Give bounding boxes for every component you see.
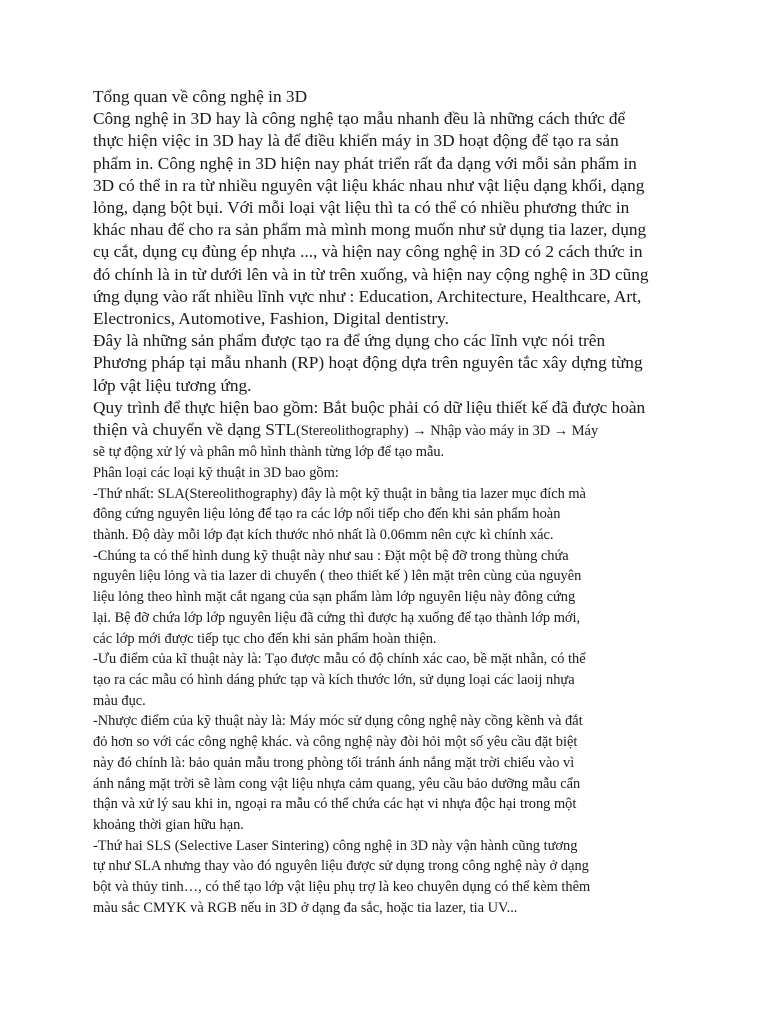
paragraph-line: màu đục. xyxy=(93,692,146,709)
stl-block xyxy=(93,419,683,442)
paragraph-line: ánh nắng mặt trời sẽ làm cong vật liệu nhựa cảm quang, yêu cầu bảo dưỡng mẫu cẩn xyxy=(93,775,581,792)
paragraph-line: -Thứ nhất: SLA(Stereolithography) đây là một kỹ thuật in bằng tia lazer mục đích mà xyxy=(93,485,586,502)
paragraph-line: khoảng thời gian hữu hạn. xyxy=(93,816,244,833)
paragraph-line: đông cứng nguyên liệu lỏng để tạo ra các lớp nối tiếp cho đến khi sản phẩm hoàn xyxy=(93,506,561,523)
paragraph-line: đỏ hơn so với các công nghệ khác. và công nghệ này đòi hỏi một số yêu cầu đặt biệt xyxy=(93,734,578,751)
paragraph-line: lại. Bệ đỡ chứa lớp lớp nguyên liệu đã cứng thì được hạ xuống để tạo thành lớp mới, xyxy=(93,609,581,626)
document-page xyxy=(93,86,683,918)
paragraph-line: cụ cắt, dụng cụ đùng ép nhựa ..., và hiện nay công nghệ in 3D có 2 cách thức in xyxy=(93,242,643,262)
paragraph-line: Quy trình để thực hiện bao gồm: Bắt buộc phải có dữ liệu thiết kế đã được hoàn xyxy=(93,397,646,417)
paragraph-line: liệu lỏng theo hình mặt cắt ngang của sạn phẩm làm lớp nguyên liệu này đông cứng xyxy=(93,589,576,606)
stl-line-small-text: (Stereolithography) → Nhập vào máy in 3D → Máy xyxy=(296,423,599,440)
paragraph-line: bột và thủy tinh…, có thể tạo lớp vật liệu phụ trợ là keo chuyên dụng có thể kèm thêm xyxy=(93,879,591,896)
paragraph-line: màu sắc CMYK và RGB nếu in 3D ở dạng đa sắc, hoặc tia lazer, tia UV... xyxy=(93,899,518,916)
intro-block xyxy=(93,86,683,419)
paragraph-line: lớp vật liệu tương ứng. xyxy=(93,375,252,395)
mixed-size-line xyxy=(93,419,683,442)
paragraph-line: sẽ tự động xử lý và phân mô hình thành từng lớp để tạo mẫu. xyxy=(93,444,445,461)
paragraph-line: 3D có thể in ra từ nhiều nguyên vật liệu khác nhau như vật liệu dạng khối, dạng xyxy=(93,175,645,195)
paragraph-line: lỏng, dạng bột bụi. Với mỗi loại vật liệu thì ta có thể có nhiều phương thức in xyxy=(93,198,630,218)
paragraph-line: tạo ra các mẫu có hình dáng phức tạp và kích thước lớn, sử dụng loại các laoij nhựa xyxy=(93,671,575,688)
paragraph-line: thận và xử lý sau khi in, ngoại ra mẫu có thể chứa các hạt vi nhựa độc hại trong một xyxy=(93,796,577,813)
paragraph-line: đó chính là in từ dưới lên và in từ trên xuống, và hiện nay cộng nghệ in 3D cũng xyxy=(93,264,649,284)
paragraph-line: -Ưu điểm của kĩ thuật này là: Tạo được mẫu có độ chính xác cao, bề mặt nhẵn, có thể xyxy=(93,651,586,668)
paragraph-line: -Chúng ta có thể hình dung kỹ thuật này như sau : Đặt một bệ đỡ trong thùng chứa xyxy=(93,547,569,564)
paragraph-line: thành. Độ dày mỗi lớp đạt kích thước nhỏ nhất là 0.06mm nên cực kì chính xác. xyxy=(93,527,554,544)
paragraph-line: này đó chính là: bảo quản mẫu trong phòng tối tránh ánh nắng mặt trời chiếu vào vì xyxy=(93,754,575,771)
paragraph-line: Electronics, Automotive, Fashion, Digital dentistry. xyxy=(93,309,449,329)
document-title: Tổng quan về công nghệ in 3D xyxy=(93,87,308,106)
paragraph-line: Công nghệ in 3D hay là công nghệ tạo mẫu nhanh đều là những cách thức để xyxy=(93,109,626,129)
paragraph-line: thực hiện việc in 3D hay là để điều khiển máy in 3D hoạt động để tạo ra sản xyxy=(93,131,619,151)
body-block xyxy=(93,442,683,918)
paragraph-line: tự như SLA nhưng thay vào đó nguyên liệu được sử dụng trong công nghệ này ở dạng xyxy=(93,858,589,875)
stl-line-large-text: thiện và chuyển về dạng STL xyxy=(93,420,296,440)
paragraph-line: -Nhược điểm của kỹ thuật này là: Máy móc sử dụng công nghệ này cồng kềnh và đắt xyxy=(93,713,583,730)
paragraph-line: ứng dụng vào rất nhiều lĩnh vực như : Education, Architecture, Healthcare, Art, xyxy=(93,286,642,306)
paragraph-line: -Thứ hai SLS (Selective Laser Sintering) công nghệ in 3D này vận hành cũng tương xyxy=(93,837,578,854)
paragraph-line: Phương pháp tại mẫu nhanh (RP) hoạt động dựa trên nguyên tắc xây dựng từng xyxy=(93,353,643,373)
paragraph-line: nguyên liệu lỏng và tia lazer di chuyển ( theo thiết kế ) lên mặt trên cùng của nguyên xyxy=(93,568,582,585)
paragraph-line: Phân loại các loại kỹ thuật in 3D bao gồm: xyxy=(93,464,339,481)
paragraph-line: Đây là những sản phẩm được tạo ra để ứng dụng cho các lĩnh vực nói trên xyxy=(93,331,606,351)
paragraph-line: khác nhau để cho ra sản phẩm mà mình mong muốn như sử dụng tia lazer, dụng xyxy=(93,220,647,240)
paragraph-line: các lớp mới được tiếp tục cho đến khi sản phẩm hoàn thiện. xyxy=(93,630,437,647)
paragraph-line: phẩm in. Công nghệ in 3D hiện nay phát triển rất đa dạng với mỗi sản phẩm in xyxy=(93,153,637,173)
